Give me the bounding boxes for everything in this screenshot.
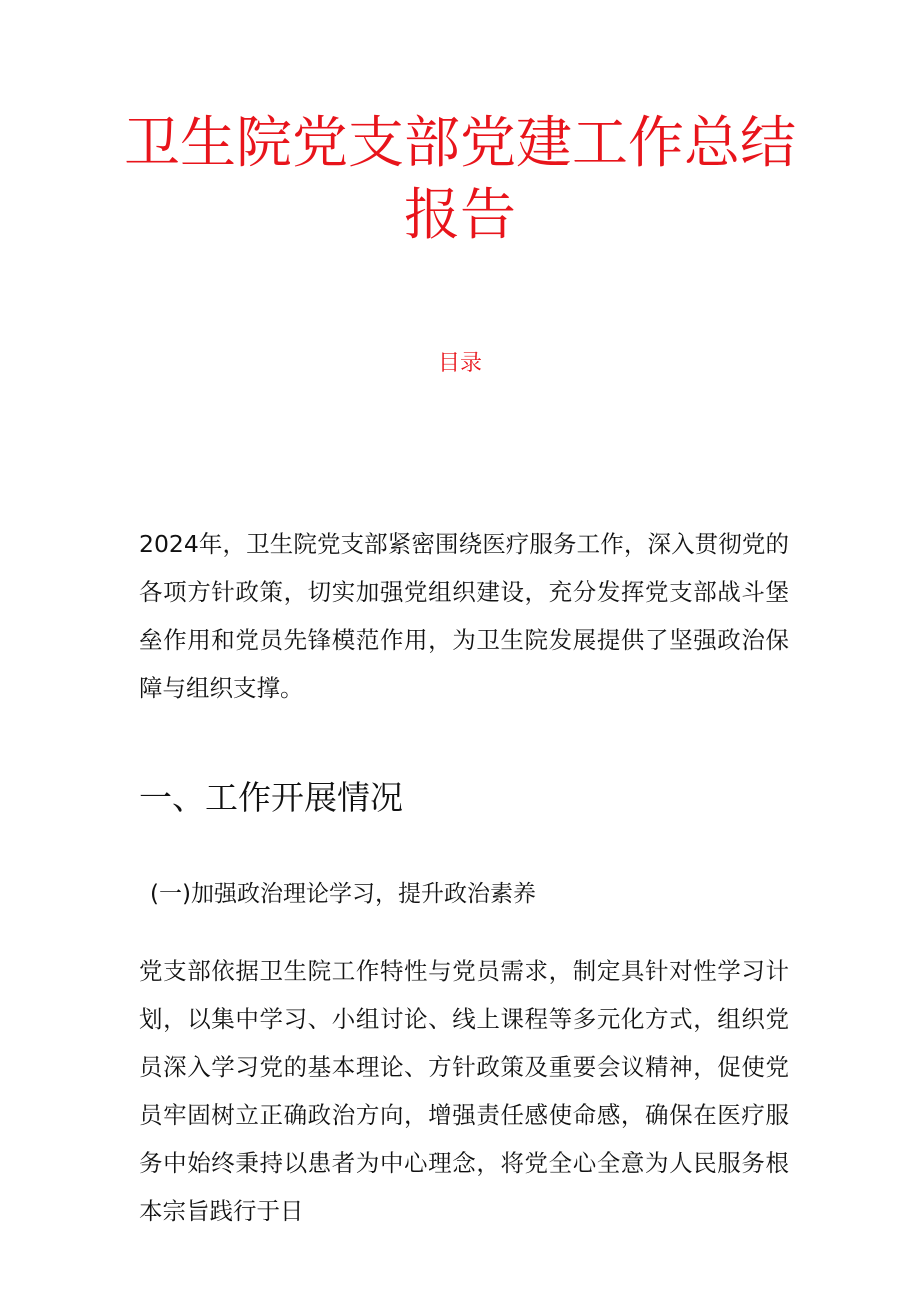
document-title: 卫生院党支部党建工作总结报告 (124, 111, 796, 248)
subsection-heading-political-study: (一)加强政治理论学习，提升政治素养 (150, 881, 536, 907)
intro-paragraph: 2024年，卫生院党支部紧密围绕医疗服务工作，深入贯彻党的各项方针政策，切实加强党组织建设，充分发挥党支部战斗堡垒作用和党员先锋模范作用，为卫生院发展提供了坚强政治保障与组织支撑。 (139, 530, 789, 702)
subsection-paragraph: 党支部依据卫生院工作特性与党员需求，制定具针对性学习计划，以集中学习、小组讨论、线上课程等多元化方式，组织党员深入学习党的基本理论、方针政策及重要会议精神，促使党员牢固树立正确政治方向，增强责任感使命感，确保在医疗服务中始终秉持以患者为中心理念，将党全心全意为人民服务根本宗旨践行于日 (139, 957, 789, 1225)
table-of-contents-label: 目录 (437, 351, 482, 376)
section-heading-work-progress: 一、工作开展情况 (139, 778, 403, 817)
